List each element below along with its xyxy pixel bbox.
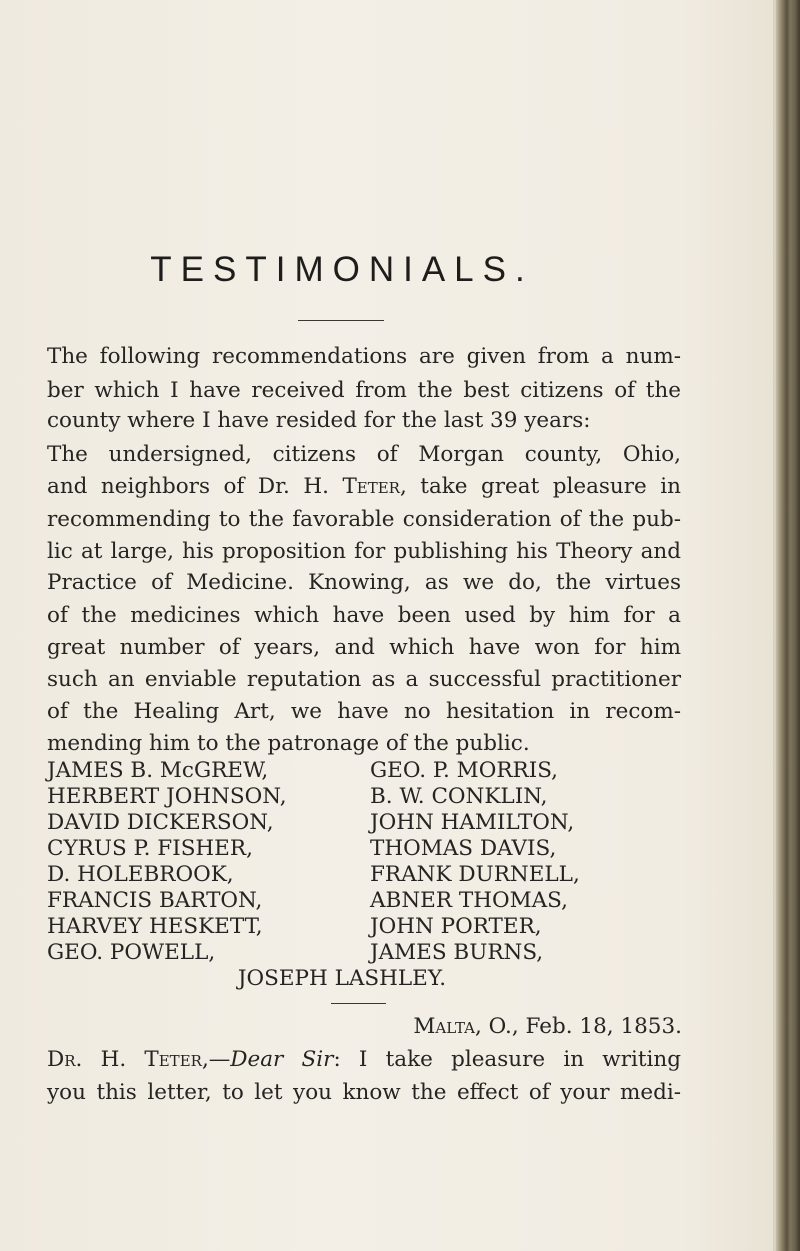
signatory-right-7: JOHN PORTER, bbox=[370, 914, 542, 939]
intro-line-1: The following recommendations are given from a num- bbox=[47, 344, 681, 369]
signatory-right-2: B. W. CONKLIN, bbox=[370, 784, 548, 809]
intro-line-3: county where I have resided for the last 39 years: bbox=[47, 408, 591, 433]
signatory-right-1: GEO. P. MORRIS, bbox=[370, 758, 558, 783]
dateline-date: , O., Feb. 18, 1853. bbox=[474, 1014, 682, 1039]
letter-dateline bbox=[413, 1012, 682, 1042]
section-divider bbox=[331, 1003, 386, 1004]
body-line-2 bbox=[47, 472, 681, 502]
signatory-left-7: HARVEY HESKETT, bbox=[47, 914, 263, 939]
body-line-8: such an enviable reputation as a successful practitioner bbox=[47, 667, 681, 692]
signatory-left-6: FRANCIS BARTON, bbox=[47, 888, 263, 913]
body-line-3: recommending to the favorable consideration of the pub- bbox=[47, 507, 681, 532]
body-line-9: of the Healing Art, we have no hesitation in recom- bbox=[47, 699, 681, 724]
signatory-left-8: GEO. POWELL, bbox=[47, 940, 216, 965]
body-line-5: Practice of Medicine. Knowing, as we do, the virtues bbox=[47, 570, 681, 595]
signatory-left-1: JAMES B. McGREW, bbox=[47, 758, 269, 783]
body-line-2-start: and neighbors of Dr. H. bbox=[47, 474, 329, 499]
letter-line-2: you this letter, to let you know the effect of your medi- bbox=[47, 1080, 681, 1105]
salutation-sep: ,— bbox=[201, 1047, 231, 1072]
body-line-6: of the medicines which have been used by him for a bbox=[47, 603, 681, 628]
signatory-right-5: FRANK DURNELL, bbox=[370, 862, 580, 887]
salutation-greeting: Dear Sir bbox=[230, 1047, 334, 1072]
body-line-10: mending him to the patronage of the public. bbox=[47, 731, 530, 756]
signatory-right-4: THOMAS DAVIS, bbox=[370, 836, 557, 861]
signatory-right-8: JAMES BURNS, bbox=[370, 940, 544, 965]
book-spine bbox=[776, 0, 800, 1251]
heading-divider bbox=[298, 320, 384, 321]
signatory-final: JOSEPH LASHLEY. bbox=[237, 966, 447, 991]
signatory-right-6: ABNER THOMAS, bbox=[370, 888, 568, 913]
body-line-7: great number of years, and which have won for him bbox=[47, 635, 681, 660]
salutation-name: Dr. H. Teter bbox=[47, 1047, 202, 1072]
dateline-place: Malta bbox=[413, 1014, 475, 1039]
signatory-right-3: JOHN HAMILTON, bbox=[370, 810, 575, 835]
signatory-left-5: D. HOLEBROOK, bbox=[47, 862, 234, 887]
intro-line-2: ber which I have received from the best citizens of the bbox=[47, 378, 681, 403]
body-line-2-end: , take great pleasure in bbox=[399, 474, 681, 499]
letter-salutation-line bbox=[47, 1045, 681, 1075]
letter-line-1-tail: I take pleasure in writing bbox=[340, 1047, 681, 1072]
salutation-colon: : bbox=[333, 1047, 341, 1072]
signatory-left-2: HERBERT JOHNSON, bbox=[47, 784, 287, 809]
body-line-1: The undersigned, citizens of Morgan county, Ohio, bbox=[47, 442, 681, 467]
body-line-4: lic at large, his proposition for publishing his Theory and bbox=[47, 539, 681, 564]
page-heading: TESTIMONIALS. bbox=[150, 250, 534, 289]
signatory-left-3: DAVID DICKERSON, bbox=[47, 810, 274, 835]
body-line-2-surname: Teter bbox=[342, 474, 400, 499]
signatory-left-4: CYRUS P. FISHER, bbox=[47, 836, 253, 861]
